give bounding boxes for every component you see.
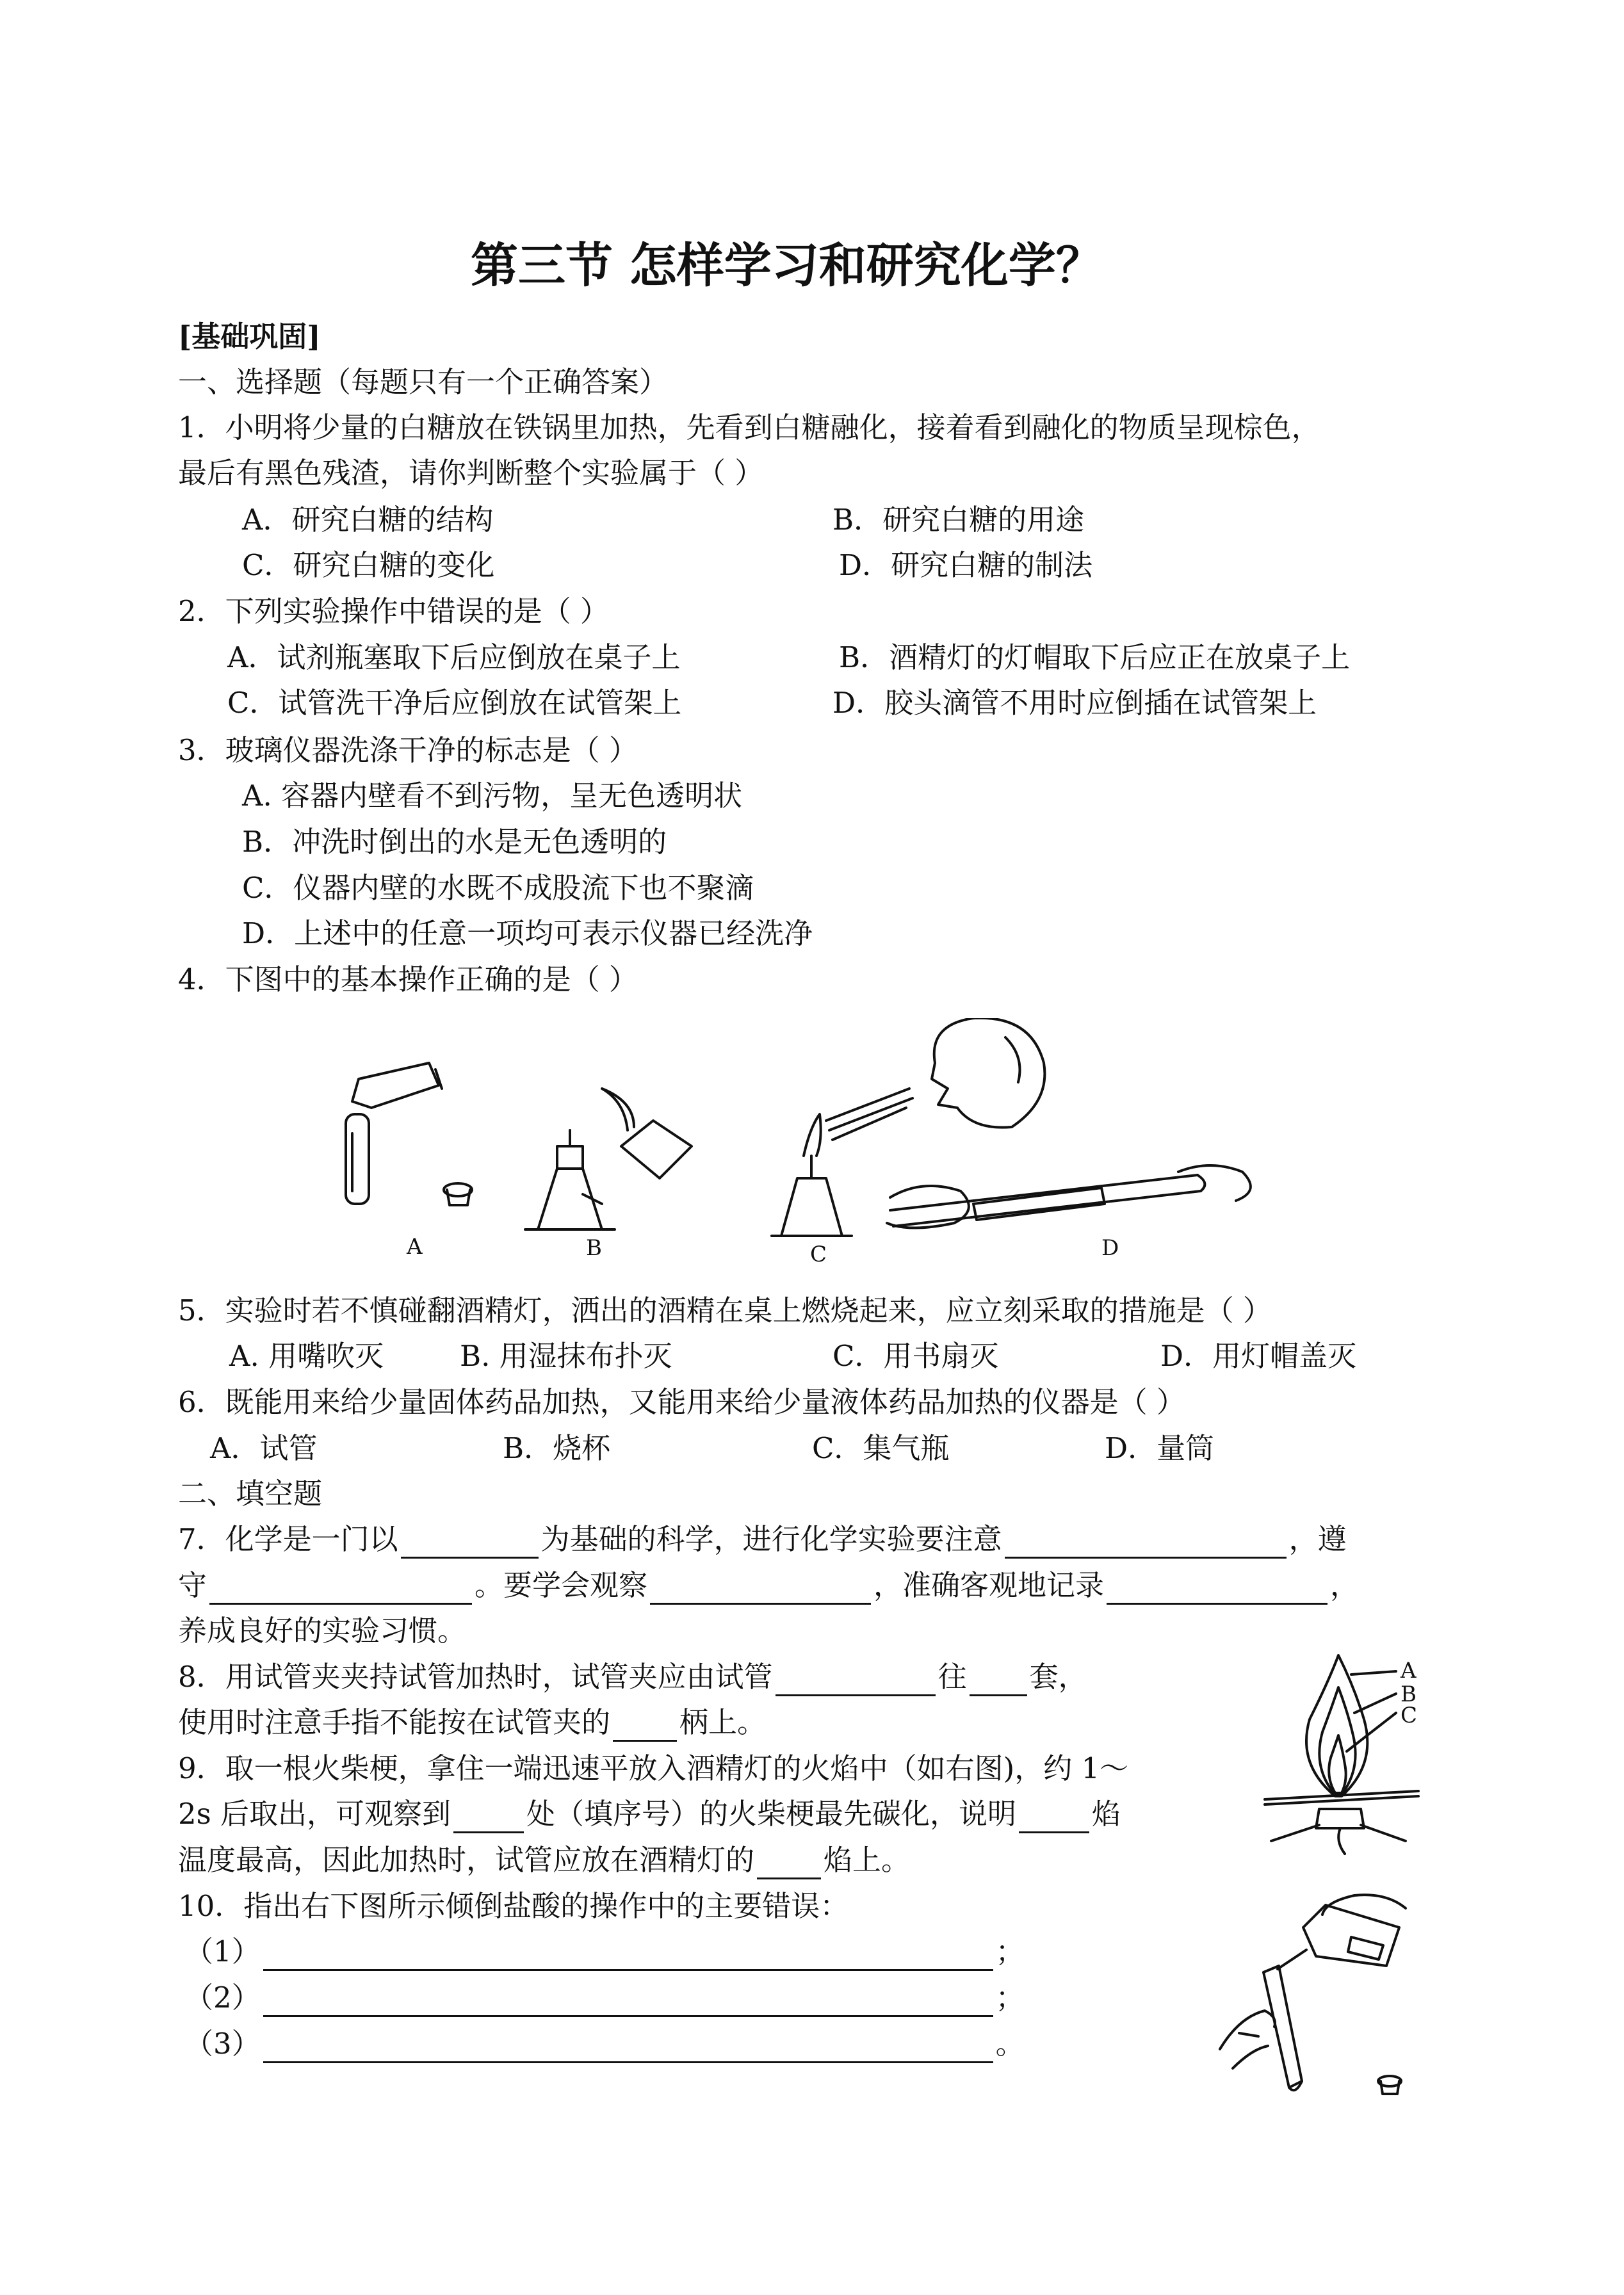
q7-text: ，准确客观地记录 [873,1568,1105,1602]
q9-text: 温度最高，因此加热时，试管应放在酒精灯的 [178,1843,755,1877]
q9-line3 [178,1841,910,1879]
fig-label-c: C [810,1242,827,1267]
q8-text: 套， [1029,1660,1087,1694]
q8-text: 往 [938,1660,967,1694]
q9-blank-1[interactable] [453,1803,524,1833]
q9-text: 2s 后取出，可观察到 [178,1797,451,1831]
fig-b-lamp-lighting-illustration [525,1089,692,1261]
flame-label-b: B [1401,1682,1417,1707]
q8-blank-3[interactable] [613,1712,677,1742]
q7-text: 为基础的科学，进行化学实验要注意 [540,1522,1002,1556]
q2-option-b: B．酒精灯的灯帽取下后应正在放桌子上 [839,640,1351,674]
q10-item-label: （2） [184,1981,261,2015]
fig-d-test-tube-illustration [887,1165,1251,1261]
q10-answer-line-3[interactable] [263,2033,993,2063]
fig-a-pouring-illustration [346,1063,472,1260]
q3-option-b: B．冲洗时倒出的水是无色透明的 [242,825,667,859]
q5-option-a: A. 用嘴吹灭 [229,1339,384,1373]
fig-c-blowing-illustration [772,1018,1044,1267]
fig-label-d: D [1101,1235,1119,1261]
q9-line2 [178,1795,1121,1833]
q7-text: 。要学会观察 [475,1568,648,1602]
q6-stem: 6．既能用来给少量固体药品加热，又能用来给少量液体药品加热的仪器是（ ） [178,1385,1185,1419]
q10-stem: 10．指出右下图所示倾倒盐酸的操作中的主要错误： [178,1889,849,1923]
q5-option-c: C．用书扇灭 [832,1339,999,1373]
q7-line3: 养成良好的实验习惯。 [178,1614,467,1648]
q7-line1 [178,1520,1347,1559]
fig-label-b: B [586,1235,602,1261]
page-title: 第三节 怎样学习和研究化学？ [471,238,1103,293]
flame-label-a: A [1401,1658,1417,1683]
q10-item-end: ； [995,1934,1025,1968]
q7-text: 7．化学是一门以 [178,1522,398,1556]
q7-blank-3[interactable] [209,1575,472,1605]
q9-blank-2[interactable] [1019,1803,1089,1833]
q8-blank-1[interactable] [775,1666,936,1696]
q7-blank-4[interactable] [650,1575,871,1605]
q6-option-d: D．量筒 [1105,1431,1215,1465]
q10-item-end: 。 [995,2027,1025,2061]
q2-stem: 2．下列实验操作中错误的是（ ） [178,594,609,628]
inner-flame [1329,1735,1345,1793]
q7-text: ， [1330,1568,1360,1602]
q1-option-a: A．研究白糖的结构 [242,503,494,537]
q1-option-b: B．研究白糖的用途 [832,503,1085,537]
q10-item-label: （1） [184,1934,261,1968]
q9-text: 处（填序号）的火柴梗最先碳化，说明 [526,1797,1017,1831]
q10-item-2 [184,1979,1025,2017]
q5-option-d: D．用灯帽盖灭 [1160,1339,1357,1373]
q2-option-c: C．试管洗干净后应倒放在试管架上 [227,686,682,720]
q8-line2 [178,1703,766,1742]
q9-flame-figure [1258,1649,1450,1860]
q4-stem: 4．下图中的基本操作正确的是（ ） [178,962,638,996]
q2-option-a: A．试剂瓶塞取下后应倒放在桌子上 [227,640,681,674]
q9-text: 焰上。 [824,1843,911,1877]
q5-option-b: B. 用湿抹布扑灭 [460,1339,672,1373]
q9-blank-3[interactable] [757,1849,821,1879]
q10-pouring-figure [1214,1889,1425,2107]
q3-option-a: A. 容器内壁看不到污物，呈无色透明状 [242,779,743,813]
q8-line1 [178,1658,1087,1696]
q3-option-c: C．仪器内壁的水既不成股流下也不聚滴 [242,871,754,905]
q1-option-c: C．研究白糖的变化 [242,548,495,582]
part1-heading: 一、选择题（每题只有一个正确答案） [178,365,669,399]
outer-flame [1306,1655,1367,1796]
q7-blank-1[interactable] [401,1529,539,1559]
part2-heading: 二、填空题 [178,1477,323,1511]
q4-operations-figure [333,1018,1268,1274]
fig-label-a: A [407,1234,423,1260]
q3-option-d: D．上述中的任意一项均可表示仪器已经洗净 [242,916,813,950]
q8-text: 柄上。 [679,1705,767,1739]
q10-answer-line-1[interactable] [263,1941,993,1971]
q6-option-c: C．集气瓶 [812,1431,950,1465]
q3-stem: 3．玻璃仪器洗涤干净的标志是（ ） [178,733,638,767]
q2-option-d: D．胶头滴管不用时应倒插在试管架上 [832,686,1317,720]
q10-item-label: （3） [184,2027,261,2061]
q8-blank-2[interactable] [970,1666,1027,1696]
q1-stem-line2: 最后有黑色残渣，请你判断整个实验属于（ ） [178,456,764,490]
q6-option-a: A．试管 [210,1431,318,1465]
q8-text: 8．用试管夹夹持试管加热时，试管夹应由试管 [178,1660,773,1694]
q10-answer-line-2[interactable] [263,1987,993,2017]
q10-item-3 [184,2025,1025,2063]
q7-line2 [178,1566,1359,1605]
q7-text: ，遵 [1288,1522,1347,1556]
q8-text: 使用时注意手指不能按在试管夹的 [178,1705,611,1739]
q5-stem: 5．实验时若不慎碰翻酒精灯，洒出的酒精在桌上燃烧起来，应立刻采取的措施是（ ） [178,1293,1272,1327]
q6-option-b: B．烧杯 [503,1431,611,1465]
q9-line1: 9．取一根火柴梗，拿住一端迅速平放入酒精灯的火焰中（如右图)，约 1～ [178,1751,1129,1785]
q7-blank-5[interactable] [1107,1575,1328,1605]
q7-text: 守 [178,1568,207,1602]
q10-item-1 [184,1933,1025,1971]
q7-blank-2[interactable] [1005,1529,1287,1559]
q1-option-d: D．研究白糖的制法 [839,548,1093,582]
q1-stem-line1: 1．小明将少量的白糖放在铁锅里加热，先看到白糖融化，接着看到融化的物质呈现棕色， [178,410,1320,444]
section-label: [基础巩固] [178,320,321,353]
q10-item-end: ； [995,1981,1025,2015]
q9-text: 焰 [1092,1797,1121,1831]
flame-label-c: C [1401,1703,1418,1728]
